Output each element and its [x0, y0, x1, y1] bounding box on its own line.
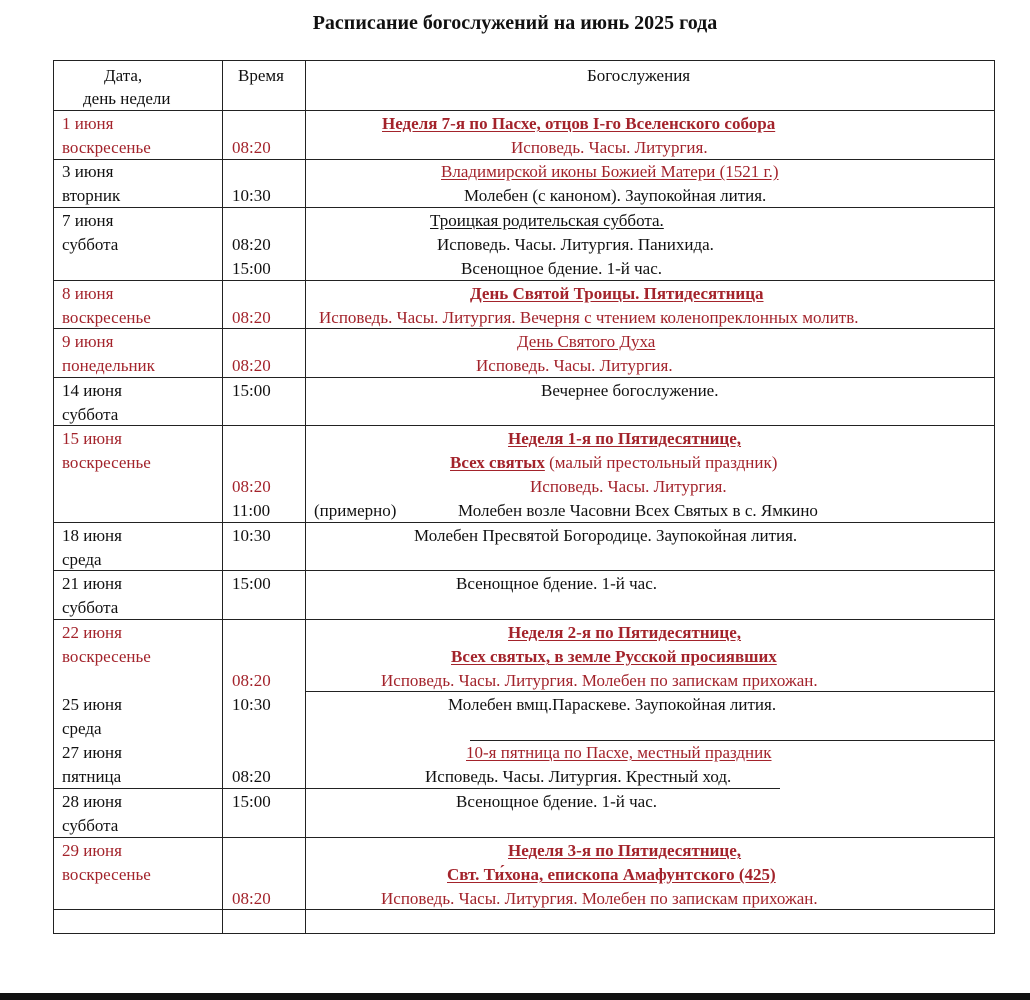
service-line: Всенощное бдение. 1-й час. — [456, 792, 657, 811]
row-weekday: воскресенье — [62, 138, 151, 157]
row-time: 08:20 — [232, 767, 271, 786]
row-time: 10:30 — [232, 695, 271, 714]
row-date: 25 июня — [62, 695, 122, 714]
feast-title: Свт. Ти́хона, епископа Амафунтского (425) — [447, 865, 776, 884]
row-date: 1 июня — [62, 114, 114, 133]
service-line: Исповедь. Часы. Литургия. — [530, 477, 727, 496]
row-weekday: суббота — [62, 235, 119, 254]
row-time: 08:20 — [232, 235, 271, 254]
feast-title: Неделя 2-я по Пятидесятнице, — [508, 623, 742, 642]
row-weekday: суббота — [62, 598, 119, 617]
row-date: 21 июня — [62, 574, 122, 593]
row-time: 08:20 — [232, 889, 271, 908]
row-date: 15 июня — [62, 429, 122, 448]
row-weekday: среда — [62, 719, 102, 738]
row-date: 28 июня — [62, 792, 122, 811]
row-time: 08:20 — [232, 308, 271, 327]
bottom-edge-bar — [0, 993, 1030, 1000]
feast-title: Неделя 7-я по Пасхе, отцов I-го Вселенского собора — [382, 114, 776, 133]
approximate-note: (примерно) — [314, 501, 397, 520]
row-date: 3 июня — [62, 162, 114, 181]
header-time: Время — [238, 66, 284, 85]
row-weekday: воскресенье — [62, 308, 151, 327]
row-date: 9 июня — [62, 332, 114, 351]
row-time: 11:00 — [232, 501, 271, 520]
row-weekday: суббота — [62, 816, 119, 835]
row-time: 08:20 — [232, 671, 271, 690]
row-weekday: понедельник — [62, 356, 155, 375]
service-line: Исповедь. Часы. Литургия. — [476, 356, 673, 375]
row-time: 08:20 — [232, 138, 271, 157]
row-time: 15:00 — [232, 381, 271, 400]
row-date: 27 июня — [62, 743, 122, 762]
row-time: 10:30 — [232, 526, 271, 545]
service-line: Вечернее богослужение. — [541, 381, 719, 400]
service-line: Всенощное бдение. 1-й час. — [456, 574, 657, 593]
service-line: Исповедь. Часы. Литургия. Панихида. — [437, 235, 714, 254]
service-line: Исповедь. Часы. Литургия. Вечерня с чтением коленопреклонных молитв. — [319, 308, 859, 327]
row-weekday: суббота — [62, 405, 119, 424]
row-date: 14 июня — [62, 381, 122, 400]
feast-title: Троицкая родительская суббота. — [430, 211, 664, 230]
feast-title: Всех святых, в земле Русской просиявших — [451, 647, 777, 666]
row-time: 08:20 — [232, 356, 271, 375]
service-line: Исповедь. Часы. Литургия. — [511, 138, 708, 157]
feast-title: 10-я пятница по Пасхе, местный праздник — [466, 743, 772, 762]
row-date: 18 июня — [62, 526, 122, 545]
service-line: Всенощное бдение. 1-й час. — [461, 259, 662, 278]
feast-title: Неделя 3-я по Пятидесятнице, — [508, 841, 742, 860]
feast-title: День Святого Духа — [517, 332, 656, 351]
row-weekday: воскресенье — [62, 647, 151, 666]
row-time: 15:00 — [232, 792, 271, 811]
feast-title: День Святой Троицы. Пятидесятница — [470, 284, 764, 303]
row-weekday: пятница — [62, 767, 122, 786]
row-date: 7 июня — [62, 211, 114, 230]
row-date: 29 июня — [62, 841, 122, 860]
feast-title: Неделя 1-я по Пятидесятнице, — [508, 429, 742, 448]
row-weekday: вторник — [62, 186, 121, 205]
service-line: Молебен (с каноном). Заупокойная лития. — [464, 186, 767, 205]
header-services: Богослужения — [587, 66, 691, 85]
page-title: Расписание богослужений на июнь 2025 года — [312, 12, 718, 34]
row-weekday: воскресенье — [62, 453, 151, 472]
row-weekday: воскресенье — [62, 865, 151, 884]
service-line: Молебен вмщ.Параскеве. Заупокойная лития. — [448, 695, 777, 714]
service-line: Исповедь. Часы. Литургия. Молебен по запискам прихожан. — [381, 889, 818, 908]
service-line: Исповедь. Часы. Литургия. Крестный ход. — [425, 767, 732, 786]
service-line: Молебен возле Часовни Всех Святых в с. Ямкино — [458, 501, 818, 520]
row-time: 15:00 — [232, 574, 271, 593]
header-weekday: день недели — [83, 89, 171, 108]
row-date: 22 июня — [62, 623, 122, 642]
feast-note: (малый престольный праздник) — [544, 453, 778, 472]
row-time: 10:30 — [232, 186, 271, 205]
row-time: 08:20 — [232, 477, 271, 496]
service-line: Исповедь. Часы. Литургия. Молебен по запискам прихожан. — [381, 671, 818, 690]
service-line: Молебен Пресвятой Богородице. Заупокойная лития. — [414, 526, 798, 545]
row-time: 15:00 — [232, 259, 271, 278]
header-date: Дата, — [104, 66, 143, 85]
row-weekday: среда — [62, 550, 102, 569]
feast-subtitle-line — [450, 453, 777, 473]
feast-title-part: Всех святых — [450, 453, 545, 472]
row-date: 8 июня — [62, 284, 114, 303]
feast-title: Владимирской иконы Божией Матери (1521 г.) — [441, 162, 779, 181]
